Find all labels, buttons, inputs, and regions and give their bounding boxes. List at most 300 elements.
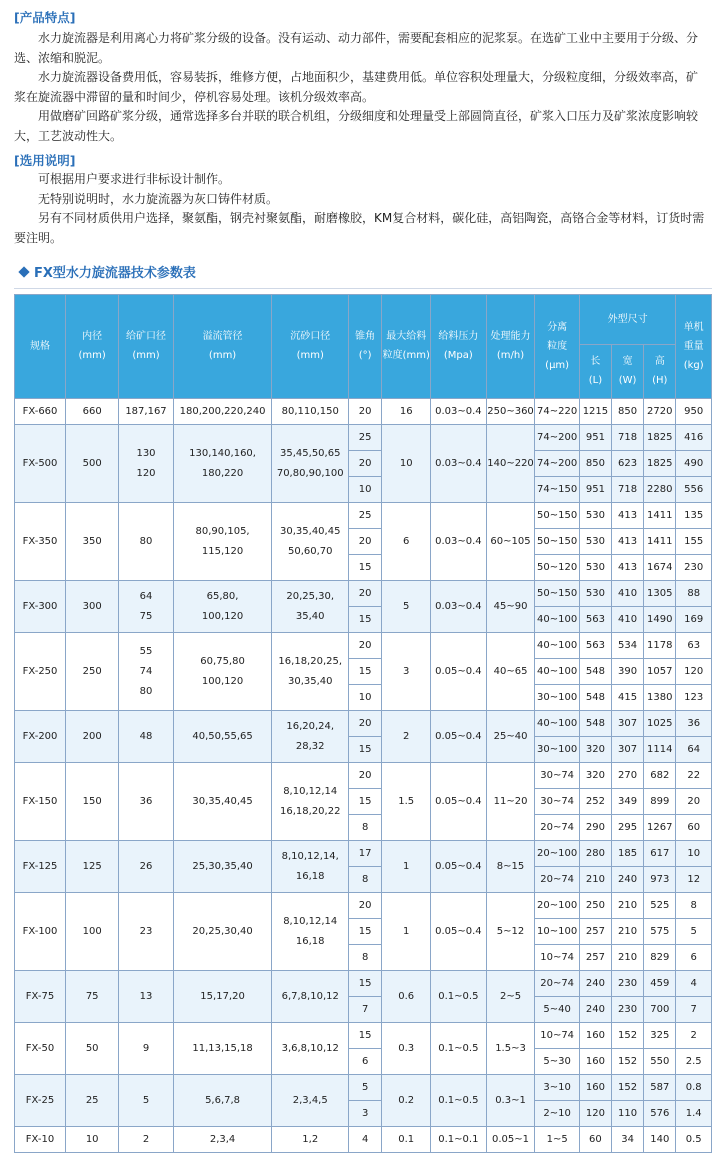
cell-spigot-line: 35,40 <box>295 610 325 622</box>
cell-model: FX-350 <box>15 503 66 581</box>
cell-length: 563 <box>579 633 611 659</box>
table-header <box>15 295 712 399</box>
cell-overflow-line: 30,35,40,45 <box>192 795 253 807</box>
cell-spigot-line: 8,10,12,14 <box>283 785 338 797</box>
cell-overflow <box>173 971 272 1023</box>
table-row <box>15 425 712 451</box>
cell-overflow-line: 100,120 <box>201 610 244 622</box>
cell-cone-angle: 20 <box>349 763 382 789</box>
features-title: [产品特点] <box>14 10 76 25</box>
cell-length: 257 <box>579 919 611 945</box>
cell-model: FX-300 <box>15 581 66 633</box>
cell-spigot <box>272 399 349 425</box>
cell-pressure: 0.1~0.5 <box>431 1023 486 1075</box>
cell-weight: 1.4 <box>676 1101 712 1127</box>
cell-length: 548 <box>579 685 611 711</box>
cell-width: 270 <box>612 763 644 789</box>
cell-cone-angle: 15 <box>349 971 382 997</box>
cell-pressure: 0.05~0.4 <box>431 841 486 893</box>
table-row <box>15 633 712 659</box>
cell-feed-port-line: 64 <box>139 590 153 602</box>
cell-weight: 64 <box>676 737 712 763</box>
cell-cone-angle: 20 <box>349 893 382 919</box>
cell-inner-diameter: 75 <box>66 971 119 1023</box>
cell-spigot <box>272 763 349 841</box>
cell-model: FX-100 <box>15 893 66 971</box>
cell-height: 1490 <box>644 607 676 633</box>
cell-separation: 10~74 <box>535 1023 579 1049</box>
cell-separation: 40~100 <box>535 607 579 633</box>
cell-spigot-line: 28,32 <box>295 740 325 752</box>
cell-weight: 63 <box>676 633 712 659</box>
cell-length: 951 <box>579 477 611 503</box>
cell-width: 210 <box>612 893 644 919</box>
cell-cone-angle: 20 <box>349 399 382 425</box>
cell-pressure: 0.03~0.4 <box>431 399 486 425</box>
cell-separation: 50~120 <box>535 555 579 581</box>
cell-pressure: 0.05~0.4 <box>431 893 486 971</box>
cell-model: FX-25 <box>15 1075 66 1127</box>
header-height: 高 (H) <box>644 345 676 399</box>
cell-weight: 416 <box>676 425 712 451</box>
cell-spigot <box>272 1075 349 1127</box>
cell-separation: 50~150 <box>535 529 579 555</box>
table-title <box>20 262 196 281</box>
cell-max-feed: 1 <box>382 841 431 893</box>
cell-spigot-line: 1,2 <box>302 1133 319 1145</box>
cell-max-feed: 16 <box>382 399 431 425</box>
cell-weight: 10 <box>676 841 712 867</box>
cell-overflow-line: 80,90,105, <box>195 525 250 537</box>
cell-weight: 0.8 <box>676 1075 712 1101</box>
cell-spigot-line: 6,7,8,10,12 <box>281 990 339 1002</box>
header-inner-diameter: 内径 (mm) <box>66 295 119 399</box>
cell-feed-port <box>119 763 173 841</box>
cell-height: 1305 <box>644 581 676 607</box>
cell-overflow <box>173 503 272 581</box>
cell-overflow-line: 60,75,80 <box>200 655 245 667</box>
cell-cone-angle: 15 <box>349 1023 382 1049</box>
cell-pressure: 0.1~0.1 <box>431 1127 486 1153</box>
cell-width: 230 <box>612 997 644 1023</box>
cell-feed-port <box>119 425 173 503</box>
header-dims: 外型尺寸 <box>579 295 676 345</box>
features-text <box>14 29 708 146</box>
cell-inner-diameter: 200 <box>66 711 119 763</box>
cell-model: FX-10 <box>15 1127 66 1153</box>
cell-spigot <box>272 711 349 763</box>
cell-length: 257 <box>579 945 611 971</box>
table-row <box>15 1127 712 1153</box>
paragraph: 水力旋流器设备费用低，容易装拆，维修方便，占地面积少，基建费用低。单位容积处理量大，分级粒度细，分级效率高，矿浆在旋流器中滞留的量和时间少，停机容易处理。该机分级效率高。 <box>14 70 699 104</box>
cell-cone-angle: 20 <box>349 581 382 607</box>
paragraph: 可根据用户要求进行非标设计制作。 <box>38 172 231 186</box>
cell-weight: 5 <box>676 919 712 945</box>
cell-feed-port-line: 74 <box>139 665 153 677</box>
cell-max-feed: 5 <box>382 581 431 633</box>
cell-separation: 74~200 <box>535 425 579 451</box>
cell-height: 325 <box>644 1023 676 1049</box>
cell-capacity: 60~105 <box>486 503 535 581</box>
cell-weight: 120 <box>676 659 712 685</box>
cell-capacity: 11~20 <box>486 763 535 841</box>
cell-weight: 230 <box>676 555 712 581</box>
cell-feed-port-line: 13 <box>139 990 153 1002</box>
cell-inner-diameter: 250 <box>66 633 119 711</box>
cell-feed-port-line: 55 <box>139 645 153 657</box>
cell-cone-angle: 20 <box>349 633 382 659</box>
cell-height: 617 <box>644 841 676 867</box>
header-cone-angle: 锥角 (°) <box>349 295 382 399</box>
cell-width: 295 <box>612 815 644 841</box>
cell-spigot <box>272 1127 349 1153</box>
cell-pressure: 0.03~0.4 <box>431 581 486 633</box>
cell-spigot-line: 16,18,20,25, <box>278 655 343 667</box>
cell-inner-diameter: 50 <box>66 1023 119 1075</box>
cell-length: 530 <box>579 581 611 607</box>
cell-separation: 20~100 <box>535 893 579 919</box>
cell-weight: 12 <box>676 867 712 893</box>
cell-height: 700 <box>644 997 676 1023</box>
table-row <box>15 503 712 529</box>
cell-model: FX-200 <box>15 711 66 763</box>
cell-weight: 4 <box>676 971 712 997</box>
cell-model: FX-50 <box>15 1023 66 1075</box>
cell-separation: 10~74 <box>535 945 579 971</box>
cell-overflow-line: 11,13,15,18 <box>192 1042 253 1054</box>
cell-feed-port-line: 120 <box>136 467 156 479</box>
cell-length: 60 <box>579 1127 611 1153</box>
cell-length: 160 <box>579 1049 611 1075</box>
cell-overflow <box>173 1075 272 1127</box>
cell-inner-diameter: 300 <box>66 581 119 633</box>
cell-width: 152 <box>612 1023 644 1049</box>
cell-feed-port <box>119 841 173 893</box>
cell-spigot-line: 70,80,90,100 <box>276 467 344 479</box>
cell-overflow-line: 100,120 <box>201 675 244 687</box>
cell-max-feed: 10 <box>382 425 431 503</box>
cell-pressure: 0.05~0.4 <box>431 711 486 763</box>
cell-length: 280 <box>579 841 611 867</box>
cell-overflow-line: 130,140,160, <box>189 447 256 459</box>
cell-model: FX-250 <box>15 633 66 711</box>
cell-max-feed: 2 <box>382 711 431 763</box>
cell-spigot <box>272 633 349 711</box>
cell-pressure: 0.05~0.4 <box>431 633 486 711</box>
cell-overflow <box>173 633 272 711</box>
cell-width: 413 <box>612 503 644 529</box>
selection-title: [选用说明] <box>14 153 76 168</box>
cell-cone-angle: 17 <box>349 841 382 867</box>
cell-capacity: 1.5~3 <box>486 1023 535 1075</box>
cell-feed-port-line: 80 <box>139 535 153 547</box>
cell-height: 2280 <box>644 477 676 503</box>
cell-height: 576 <box>644 1101 676 1127</box>
cell-overflow-line: 2,3,4 <box>209 1133 236 1145</box>
cell-weight: 0.5 <box>676 1127 712 1153</box>
cell-length: 530 <box>579 503 611 529</box>
header-length: 长 (L) <box>579 345 611 399</box>
cell-inner-diameter: 500 <box>66 425 119 503</box>
cell-separation: 74~200 <box>535 451 579 477</box>
cell-separation: 40~100 <box>535 633 579 659</box>
header-max-feed: 最大给料 粒度(mm) <box>382 295 431 399</box>
cell-length: 951 <box>579 425 611 451</box>
cell-weight: 169 <box>676 607 712 633</box>
table-row <box>15 893 712 919</box>
cell-width: 718 <box>612 425 644 451</box>
cell-overflow-line: 25,30,35,40 <box>192 860 253 872</box>
cell-width: 415 <box>612 685 644 711</box>
cell-separation: 2~10 <box>535 1101 579 1127</box>
cell-width: 390 <box>612 659 644 685</box>
cell-width: 413 <box>612 555 644 581</box>
cell-height: 550 <box>644 1049 676 1075</box>
cell-pressure: 0.1~0.5 <box>431 971 486 1023</box>
cell-spigot-line: 16,18 <box>295 870 325 882</box>
cell-pressure: 0.03~0.4 <box>431 503 486 581</box>
cell-cone-angle: 15 <box>349 919 382 945</box>
cell-feed-port-line: 80 <box>139 685 153 697</box>
cell-feed-port <box>119 971 173 1023</box>
cell-capacity: 40~65 <box>486 633 535 711</box>
cell-spigot-line: 30,35,40,45 <box>280 525 341 537</box>
cell-overflow-line: 20,25,30,40 <box>192 925 253 937</box>
cell-cone-angle: 20 <box>349 711 382 737</box>
cell-overflow-line: 180,220 <box>201 467 244 479</box>
cell-overflow <box>173 1023 272 1075</box>
cell-length: 252 <box>579 789 611 815</box>
cell-cone-angle: 15 <box>349 789 382 815</box>
cell-feed-port <box>119 503 173 581</box>
cell-max-feed: 1.5 <box>382 763 431 841</box>
cell-weight: 6 <box>676 945 712 971</box>
cell-feed-port <box>119 1023 173 1075</box>
cell-weight: 60 <box>676 815 712 841</box>
cell-spigot <box>272 581 349 633</box>
cell-width: 230 <box>612 971 644 997</box>
cell-separation: 10~100 <box>535 919 579 945</box>
table-row <box>15 711 712 737</box>
cell-separation: 20~100 <box>535 841 579 867</box>
cell-separation: 30~74 <box>535 763 579 789</box>
cell-width: 718 <box>612 477 644 503</box>
spec-table <box>14 294 712 1153</box>
cell-width: 534 <box>612 633 644 659</box>
cell-max-feed: 6 <box>382 503 431 581</box>
cell-model: FX-75 <box>15 971 66 1023</box>
cell-height: 459 <box>644 971 676 997</box>
cell-separation: 30~100 <box>535 685 579 711</box>
header-capacity: 处理能力 (m/h) <box>486 295 535 399</box>
cell-separation: 50~150 <box>535 581 579 607</box>
cell-spigot-line: 16,18 <box>295 935 325 947</box>
cell-model: FX-125 <box>15 841 66 893</box>
cell-length: 290 <box>579 815 611 841</box>
cell-overflow-line: 5,6,7,8 <box>205 1094 241 1106</box>
cell-feed-port-line: 5 <box>142 1094 150 1106</box>
cell-feed-port-line: 130 <box>136 447 156 459</box>
cell-capacity: 140~220 <box>486 425 535 503</box>
cell-length: 1215 <box>579 399 611 425</box>
cell-weight: 123 <box>676 685 712 711</box>
cell-cone-angle: 6 <box>349 1049 382 1075</box>
cell-inner-diameter: 125 <box>66 841 119 893</box>
header-separation: 分离 粒度 (μm) <box>535 295 579 399</box>
table-row <box>15 971 712 997</box>
cell-separation: 40~100 <box>535 659 579 685</box>
cell-separation: 1~5 <box>535 1127 579 1153</box>
cell-spigot-line: 2,3,4,5 <box>292 1094 328 1106</box>
cell-weight: 22 <box>676 763 712 789</box>
cell-inner-diameter: 150 <box>66 763 119 841</box>
cell-capacity: 2~5 <box>486 971 535 1023</box>
cell-spigot-line: 16,20,24, <box>286 720 335 732</box>
cell-length: 240 <box>579 997 611 1023</box>
cell-weight: 155 <box>676 529 712 555</box>
cell-inner-diameter: 350 <box>66 503 119 581</box>
cell-feed-port <box>119 1075 173 1127</box>
cell-length: 563 <box>579 607 611 633</box>
cell-separation: 30~100 <box>535 737 579 763</box>
paragraph: 无特别说明时，水力旋流器为灰口铸件材质。 <box>38 191 279 206</box>
header-model: 规格 <box>15 295 66 399</box>
cell-feed-port <box>119 893 173 971</box>
cell-cone-angle: 20 <box>349 529 382 555</box>
table-title-text: FX型水力旋流器技术参数表 <box>34 266 196 281</box>
cell-inner-diameter: 10 <box>66 1127 119 1153</box>
cell-max-feed: 0.1 <box>382 1127 431 1153</box>
cell-cone-angle: 4 <box>349 1127 382 1153</box>
cell-separation: 5~30 <box>535 1049 579 1075</box>
cell-length: 850 <box>579 451 611 477</box>
cell-width: 152 <box>612 1075 644 1101</box>
cell-height: 1825 <box>644 425 676 451</box>
cell-spigot <box>272 893 349 971</box>
cell-cone-angle: 10 <box>349 685 382 711</box>
cell-height: 2720 <box>644 399 676 425</box>
cell-spigot <box>272 841 349 893</box>
table-row <box>15 763 712 789</box>
cell-separation: 74~220 <box>535 399 579 425</box>
divider <box>14 288 712 289</box>
cell-length: 240 <box>579 971 611 997</box>
cell-weight: 556 <box>676 477 712 503</box>
cell-feed-port-line: 75 <box>139 610 153 622</box>
cell-weight: 2 <box>676 1023 712 1049</box>
cell-width: 34 <box>612 1127 644 1153</box>
table-row <box>15 1023 712 1049</box>
cell-capacity: 5~12 <box>486 893 535 971</box>
cell-separation: 20~74 <box>535 867 579 893</box>
cell-overflow-line: 180,200,220,240 <box>179 405 266 417</box>
cell-separation: 40~100 <box>535 711 579 737</box>
cell-feed-port <box>119 1127 173 1153</box>
cell-capacity: 0.3~1 <box>486 1075 535 1127</box>
diamond-bullet-icon <box>18 266 29 277</box>
cell-height: 1825 <box>644 451 676 477</box>
cell-weight: 2.5 <box>676 1049 712 1075</box>
cell-overflow-line: 15,17,20 <box>200 990 245 1002</box>
cell-height: 1267 <box>644 815 676 841</box>
cell-overflow <box>173 399 272 425</box>
cell-pressure: 0.03~0.4 <box>431 425 486 503</box>
cell-cone-angle: 15 <box>349 607 382 633</box>
cell-model: FX-150 <box>15 763 66 841</box>
cell-height: 525 <box>644 893 676 919</box>
cell-height: 682 <box>644 763 676 789</box>
cell-width: 210 <box>612 945 644 971</box>
cell-feed-port-line: 36 <box>139 795 153 807</box>
cell-feed-port <box>119 399 173 425</box>
cell-max-feed: 0.6 <box>382 971 431 1023</box>
cell-length: 530 <box>579 555 611 581</box>
cell-length: 120 <box>579 1101 611 1127</box>
cell-cone-angle: 25 <box>349 503 382 529</box>
cell-height: 1114 <box>644 737 676 763</box>
header-pressure: 给料压力 (Mpa) <box>431 295 486 399</box>
cell-inner-diameter: 25 <box>66 1075 119 1127</box>
paragraph: 水力旋流器是利用离心力将矿浆分级的设备。没有运动、动力部件，需要配套相应的泥浆泵。在选矿工业中主要用于分级、分选、浓缩和脱泥。 <box>14 31 699 65</box>
cell-length: 530 <box>579 529 611 555</box>
cell-overflow <box>173 893 272 971</box>
cell-cone-angle: 15 <box>349 659 382 685</box>
cell-width: 307 <box>612 737 644 763</box>
cell-spigot-line: 8,10,12,14, <box>281 850 339 862</box>
selection-text <box>14 170 708 248</box>
cell-cone-angle: 8 <box>349 815 382 841</box>
cell-pressure: 0.1~0.5 <box>431 1075 486 1127</box>
cell-width: 307 <box>612 711 644 737</box>
table-body <box>15 399 712 1153</box>
cell-height: 1411 <box>644 503 676 529</box>
cell-model: FX-500 <box>15 425 66 503</box>
cell-cone-angle: 8 <box>349 945 382 971</box>
cell-overflow <box>173 763 272 841</box>
cell-height: 1380 <box>644 685 676 711</box>
cell-height: 1057 <box>644 659 676 685</box>
cell-cone-angle: 5 <box>349 1075 382 1101</box>
cell-separation: 3~10 <box>535 1075 579 1101</box>
cell-overflow-line: 65,80, <box>206 590 239 602</box>
cell-width: 240 <box>612 867 644 893</box>
cell-separation: 20~74 <box>535 971 579 997</box>
cell-weight: 20 <box>676 789 712 815</box>
cell-max-feed: 0.3 <box>382 1023 431 1075</box>
cell-feed-port-line: 23 <box>139 925 153 937</box>
cell-cone-angle: 15 <box>349 737 382 763</box>
cell-height: 1411 <box>644 529 676 555</box>
cell-spigot-line: 50,60,70 <box>287 545 333 557</box>
cell-width: 110 <box>612 1101 644 1127</box>
cell-cone-angle: 20 <box>349 451 382 477</box>
paragraph: 用做磨矿回路矿浆分级，通常选择多台并联的联合机组，分级细度和处理量受上部圆筒直径，矿浆入口压力及矿浆浓度影响较大，工艺波动性大。 <box>14 109 699 143</box>
cell-cone-angle: 15 <box>349 555 382 581</box>
cell-spigot-line: 80,110,150 <box>281 405 339 417</box>
cell-cone-angle: 8 <box>349 867 382 893</box>
cell-overflow <box>173 425 272 503</box>
cell-weight: 490 <box>676 451 712 477</box>
cell-height: 140 <box>644 1127 676 1153</box>
cell-height: 829 <box>644 945 676 971</box>
header-width: 宽 (W) <box>612 345 644 399</box>
cell-overflow <box>173 841 272 893</box>
cell-height: 899 <box>644 789 676 815</box>
cell-capacity: 25~40 <box>486 711 535 763</box>
cell-separation: 20~74 <box>535 815 579 841</box>
cell-height: 1025 <box>644 711 676 737</box>
cell-height: 1178 <box>644 633 676 659</box>
